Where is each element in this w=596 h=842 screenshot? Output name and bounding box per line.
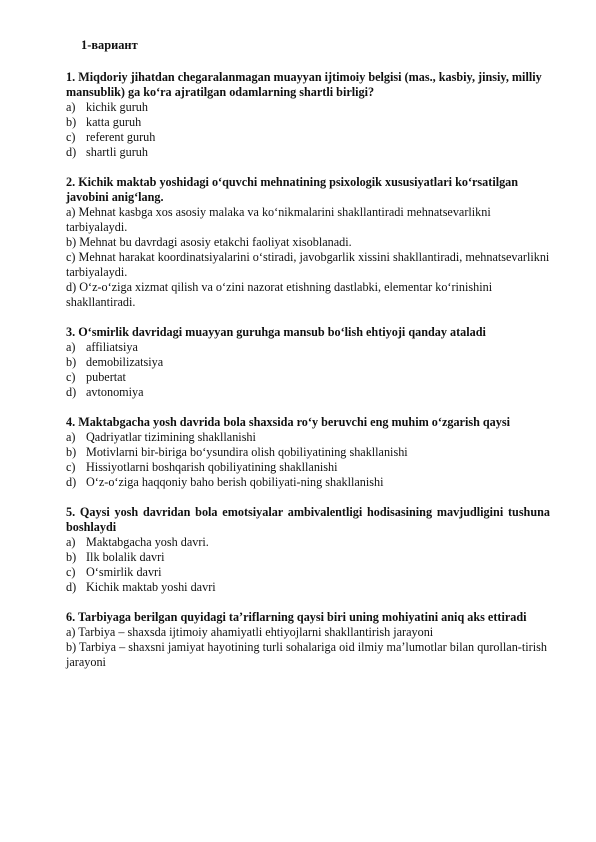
option-text: shartli guruh [86, 145, 148, 159]
option-letter: b) [66, 115, 77, 129]
option-text: avtonomiya [86, 385, 144, 399]
option-text: katta guruh [86, 115, 142, 129]
question-title: 1. Miqdoriy jihatdan chegaralanmagan muayyan ijtimoiy belgisi (mas., kasbiy, jinsiy, milliy mansublik) ga ko‘ra ajratilgan odamlarning shartli birligi? [66, 70, 542, 99]
answer-option[interactable] [66, 370, 550, 385]
answer-option[interactable] [66, 475, 550, 490]
option-text: Qadriyatlar tizimining shakllanishi [86, 430, 256, 444]
question-3 [66, 325, 550, 400]
option-text: Motivlarni bir-biriga bo‘ysundira olish qobiliyatining shakllanishi [86, 445, 408, 459]
question-6 [66, 610, 550, 670]
answer-option[interactable] [66, 445, 550, 460]
option-letter: b) [66, 355, 77, 369]
option-letter: b) [66, 640, 77, 654]
option-letter: d) [66, 145, 77, 159]
question-5 [66, 505, 550, 595]
option-letter: b) [66, 550, 77, 564]
option-letter: d) [66, 385, 77, 399]
answer-option[interactable] [66, 640, 550, 670]
option-text: Mehnat kasbga xos asosiy malaka va ko‘nikmalarini shakllantiradi mehnatsevarlikni tarbiyalaydi. [66, 205, 491, 234]
option-text: demobilizatsiya [86, 355, 164, 369]
question-title: 2. Kichik maktab yoshidagi o‘quvchi mehnatining psixologik xususiyatlari ko‘rsatilgan javobini anig‘lang. [66, 175, 519, 204]
option-text: affiliatsiya [86, 340, 138, 354]
option-letter: c) [66, 250, 76, 264]
answer-option[interactable] [66, 355, 550, 370]
option-text: O‘smirlik davri [86, 565, 162, 579]
question-title: 3. O‘smirlik davridagi muayyan guruhga mansub bo‘lish ehtiyoji qanday ataladi [66, 325, 486, 339]
option-letter: d) [66, 475, 77, 489]
option-letter: c) [66, 460, 76, 474]
answer-option[interactable] [66, 550, 550, 565]
option-text: Mehnat bu davrdagi asosiy etakchi faoliyat xisoblanadi. [79, 235, 352, 249]
answer-option[interactable] [66, 385, 550, 400]
option-letter: a) [66, 100, 76, 114]
answer-option[interactable] [66, 145, 550, 160]
option-text: Tarbiya – shaxsni jamiyat hayotining turli sohalariga oid ilmiy ma’lumotlar bilan qurollan-tirish jarayoni [66, 640, 547, 669]
question-title: 4. Maktabgacha yosh davrida bola shaxsida ro‘y beruvchi eng muhim o‘zgarish qaysi [66, 415, 510, 429]
variant-heading: 1-вариант [81, 38, 138, 52]
answer-option[interactable] [66, 580, 550, 595]
question-title: 5. Qaysi yosh davridan bola emotsiyalar ambivalentligi hodisasining mavjudligini tushuna boshlaydi [66, 505, 550, 534]
answer-option[interactable] [66, 565, 550, 580]
answer-option[interactable] [66, 535, 550, 550]
option-letter: a) [66, 340, 76, 354]
question-list [66, 70, 550, 685]
option-letter: c) [66, 565, 76, 579]
option-letter: a) [66, 625, 76, 639]
answer-option[interactable] [66, 205, 550, 235]
option-text: Hissiyotlarni boshqarish qobiliyatining shakllanishi [86, 460, 338, 474]
question-title: 6. Tarbiyaga berilgan quyidagi ta’riflarning qaysi biri uning mohiyatini aniq aks ettiradi [66, 610, 527, 624]
option-text: referent guruh [86, 130, 156, 144]
option-letter: a) [66, 430, 76, 444]
answer-option[interactable] [66, 115, 550, 130]
option-letter: d) [66, 580, 77, 594]
option-text: Kichik maktab yoshi davri [86, 580, 216, 594]
option-text: pubertat [86, 370, 126, 384]
answer-option[interactable] [66, 340, 550, 355]
answer-option[interactable] [66, 235, 550, 250]
answer-option[interactable] [66, 280, 550, 310]
option-text: O‘z-o‘ziga xizmat qilish va o‘zini nazorat etishning dastlabki, elementar ko‘rinishini shakllantiradi. [66, 280, 493, 309]
option-text: Maktabgacha yosh davri. [86, 535, 209, 549]
question-2 [66, 175, 550, 310]
option-text: Mehnat harakat koordinatsiyalarini o‘stiradi, javobgarlik xissini shakllantiradi, mehnatsevarlikni tarbiyalaydi. [66, 250, 550, 279]
option-text: Ilk bolalik davri [86, 550, 165, 564]
answer-option[interactable] [66, 250, 550, 280]
answer-option[interactable] [66, 430, 550, 445]
question-1 [66, 70, 550, 160]
option-letter: b) [66, 445, 77, 459]
option-letter: c) [66, 370, 76, 384]
answer-option[interactable] [66, 460, 550, 475]
option-letter: d) [66, 280, 77, 294]
question-4 [66, 415, 550, 490]
answer-option[interactable] [66, 625, 550, 640]
answer-option[interactable] [66, 130, 550, 145]
option-text: Tarbiya – shaxsda ijtimoiy ahamiyatli ehtiyojlarni shakllantirish jarayoni [78, 625, 434, 639]
option-letter: c) [66, 130, 76, 144]
option-text: kichik guruh [86, 100, 148, 114]
answer-option[interactable] [66, 100, 550, 115]
option-letter: a) [66, 535, 76, 549]
option-letter: b) [66, 235, 77, 249]
option-text: O‘z-o‘ziga haqqoniy baho berish qobiliyati-ning shakllanishi [86, 475, 384, 489]
option-letter: a) [66, 205, 76, 219]
